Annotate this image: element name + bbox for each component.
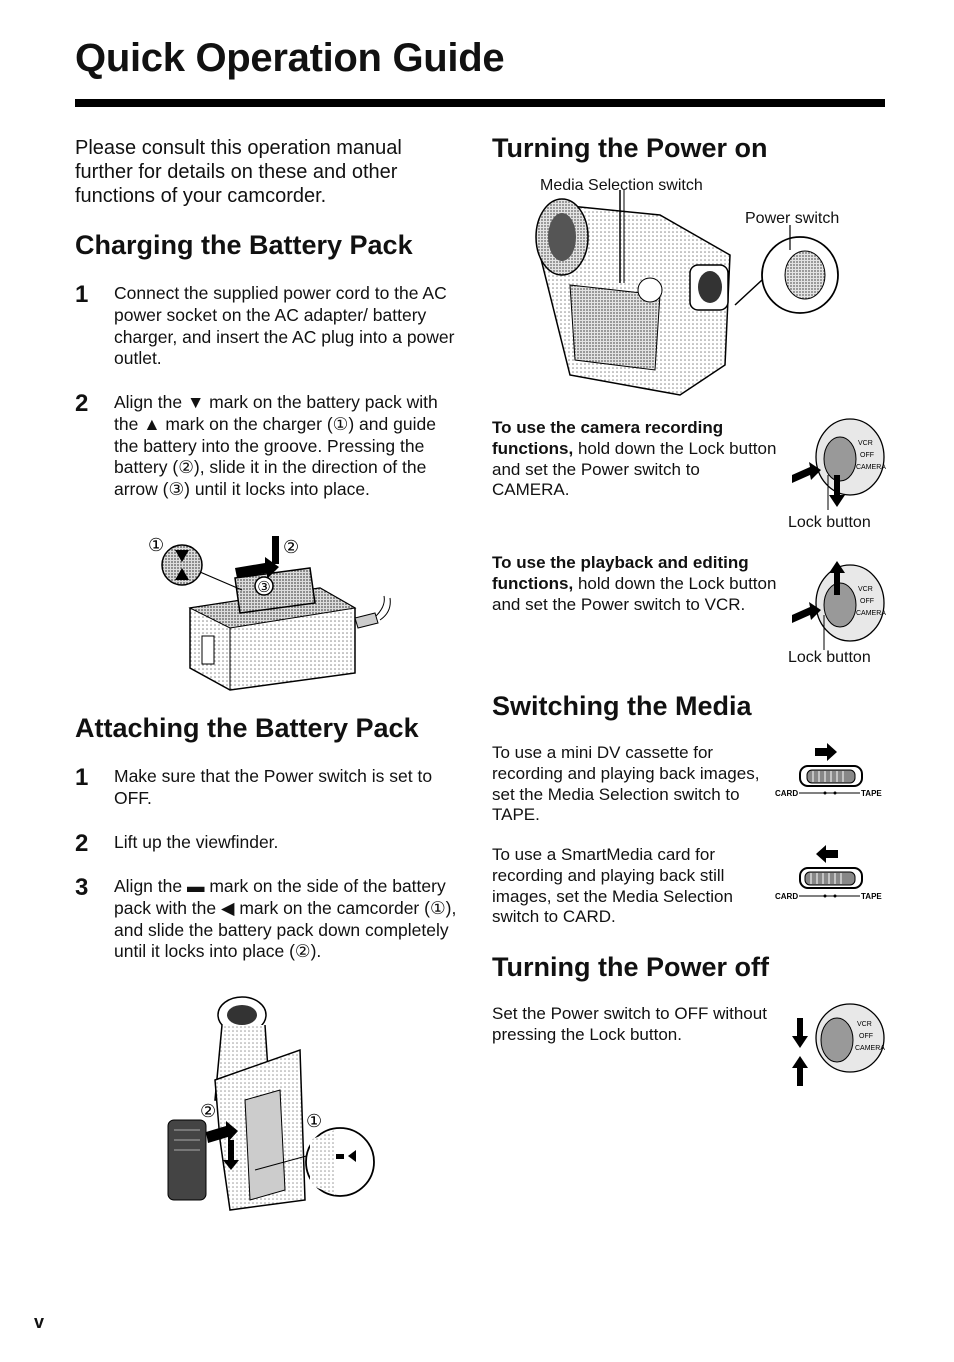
dial-label-camera: CAMERA [856,610,886,617]
dial-label-off: OFF [860,598,874,605]
step-text: Lift up the viewfinder. [114,832,279,852]
page-title: Quick Operation Guide [75,36,505,80]
tape-label: TAPE [861,789,882,798]
card-label: CARD [775,789,799,798]
lock-button-label-2: Lock button [788,649,871,666]
title-rule [75,99,885,107]
callout-2: ② [200,1101,217,1122]
power-on-heading: Turning the Power on [492,133,768,163]
media-switch-label: Media Selection switch [540,177,703,194]
step-text: Make sure that the Power switch is set to OFF. [114,766,433,808]
dial-label-camera: CAMERA [855,1045,885,1052]
camcorder-illustration [520,195,850,400]
dial-vcr-illustration [790,555,890,655]
playback-instructions [492,553,782,615]
step-text: Align the ▼ mark on the battery pack with the ▲ mark on the charger (①) and guide the battery into the groove. Pressing the battery (②), slide it in the direction of the arrow (③) until it locks into place. [114,392,438,500]
tape-label: TAPE [861,892,882,901]
dial-label-off: OFF [859,1033,873,1040]
dial-camera-illustration [790,415,890,515]
media-heading: Switching the Media [492,691,752,721]
step-number: 2 [75,390,89,417]
camera-text: hold down the Lock button and set the Power switch to CAMERA. [492,438,777,500]
power-off-text: Set the Power switch to OFF without pressing the Lock button. [492,1004,767,1044]
page-number: v [34,1312,45,1332]
charger-illustration [150,528,400,693]
card-label: CARD [775,892,799,901]
camera-instructions [492,418,782,501]
dial-label-vcr: VCR [858,586,873,593]
step-number: 3 [75,874,89,901]
attaching-heading: Attaching the Battery Pack [75,713,419,743]
tape-instructions: To use a mini DV cassette for recording and playing back images, set the Media Selection switch to TAPE. [492,743,760,825]
dial-label-camera: CAMERA [856,464,886,471]
step-number: 1 [75,281,89,308]
charging-heading: Charging the Battery Pack [75,230,413,260]
attaching-illustration [160,990,390,1215]
dial-label-vcr: VCR [858,440,873,447]
callout-1: ① [148,535,165,556]
dial-label-off: OFF [860,452,874,459]
step-text: Align the ▬ mark on the side of the battery pack with the ◀ mark on the camcorder (①), and slide the battery pack down completely until it locks into place (②). [114,876,457,962]
lock-button-label-1: Lock button [788,514,871,531]
power-switch-label: Power switch [745,210,840,227]
switch-card-illustration [775,842,890,904]
power-off-heading: Turning the Power off [492,952,769,982]
step-number: 2 [75,830,89,857]
dial-off-illustration [785,1000,890,1095]
card-instructions: To use a SmartMedia card for recording and playing back still images, set the Media Selection switch to CARD. [492,845,733,927]
dial-label-vcr: VCR [857,1021,872,1028]
playback-bold-text: To use the playback and editing functions, [492,553,749,593]
step-text: Connect the supplied power cord to the AC power socket on the AC adapter/ battery charger, and insert the AC plug into a power outlet. [114,283,455,369]
intro-text: Please consult this operation manual further for details on these and other functions of your camcorder. [75,137,402,207]
callout-2: ② [283,537,300,558]
switch-tape-illustration [775,740,890,800]
playback-text: hold down the Lock button and set the Power switch to VCR. [492,573,777,614]
callout-1: ① [306,1111,323,1132]
step-number: 1 [75,764,89,791]
callout-3: ③ [257,578,271,596]
camera-bold-text: To use the camera recording functions, [492,418,724,458]
